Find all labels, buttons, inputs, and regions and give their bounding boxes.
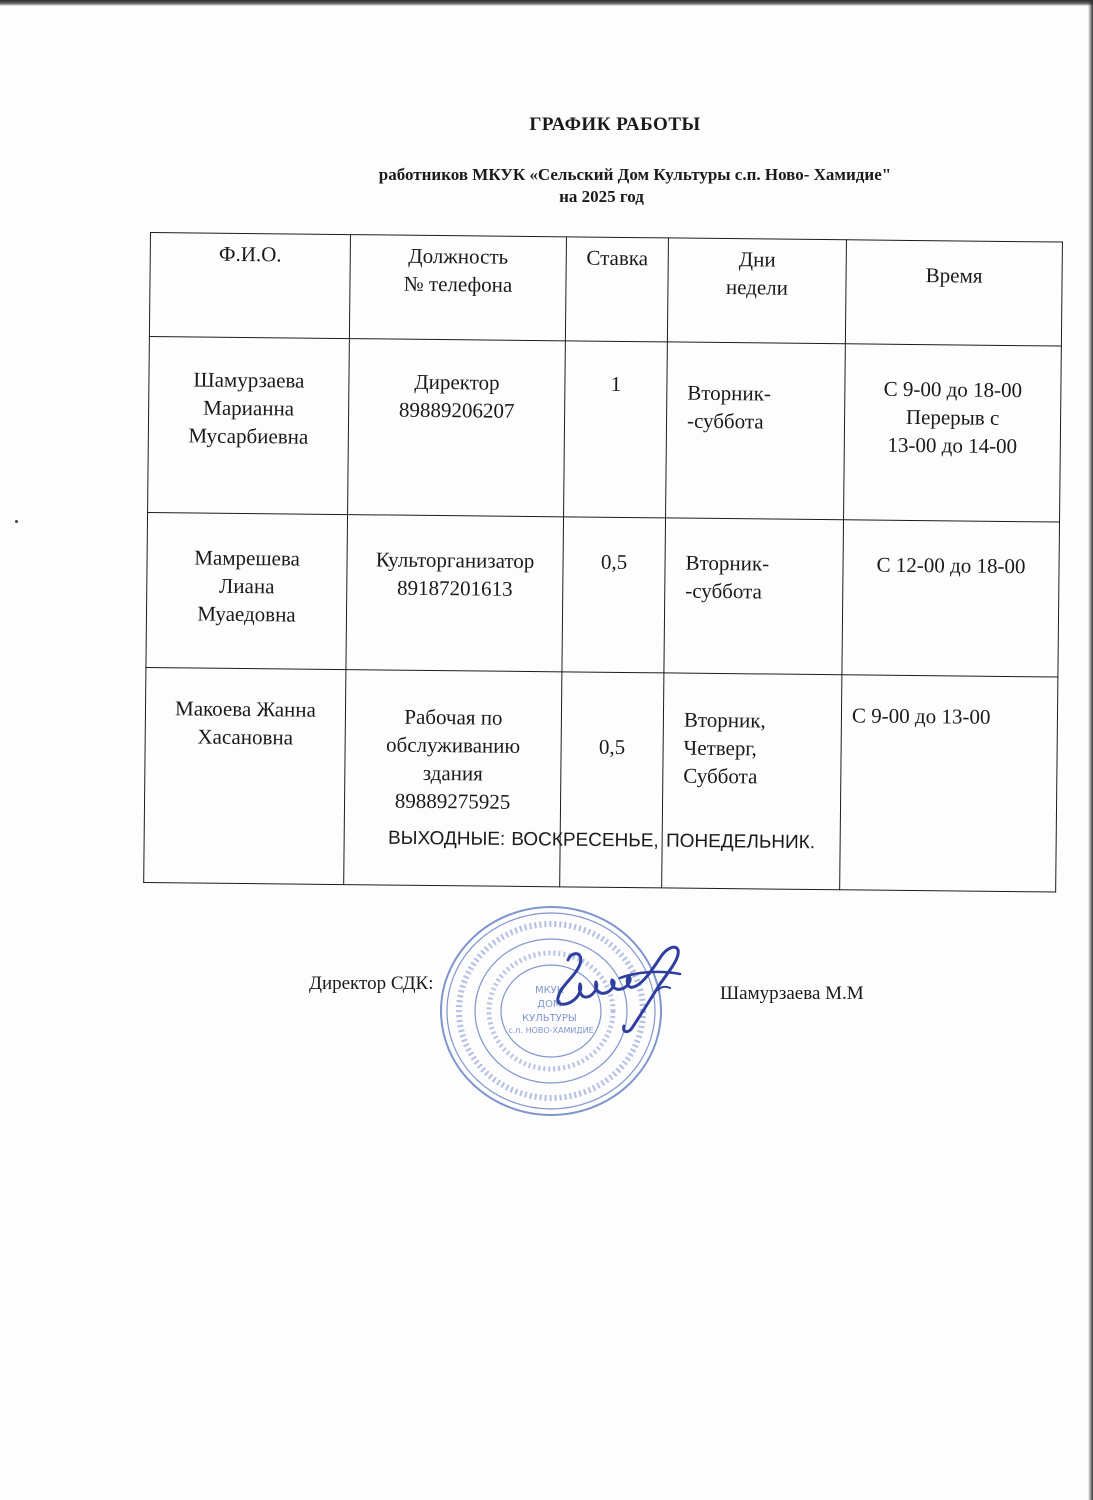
cell-rate: 0,5 xyxy=(562,517,666,673)
cell-position: Культорганизатор 89187201613 xyxy=(346,515,564,672)
cell-rate: 0,5 xyxy=(560,672,664,888)
days-off-value: ВОСКРЕСЕНЬЕ, ПОНЕДЕЛЬНИК. xyxy=(511,829,816,854)
stamp-text-line: МКУК xyxy=(534,985,564,996)
signature-name: Шамурзаева М.М xyxy=(720,983,864,1004)
scan-right-edge xyxy=(1088,0,1093,1500)
table-row xyxy=(146,512,1060,677)
cell-position: Рабочая по обслуживанию здания 89889275925 xyxy=(344,670,562,887)
days-off-label: ВЫХОДНЫЕ: xyxy=(387,827,506,850)
cell-fio: Макоева Жанна Хасановна xyxy=(144,667,346,884)
cell-rate: 1 xyxy=(564,341,668,518)
table-row xyxy=(144,667,1058,892)
document-title: ГРАФИК РАБОТЫ xyxy=(529,114,701,135)
cell-time: С 9-00 до 18-00 Перерыв с 13-00 до 14-00 xyxy=(844,344,1062,522)
scan-top-edge xyxy=(0,0,1093,6)
header-rate: Ставка xyxy=(565,237,668,342)
document-year: на 2025 год xyxy=(559,187,644,206)
cell-fio: Мамрешева Лиана Муаедовна xyxy=(146,512,348,669)
table-row xyxy=(148,336,1062,522)
document-subtitle: работников МКУК «Сельский Дом Культуры с.п. Ново- Хамидие" xyxy=(378,165,892,184)
header-fio: Ф.И.О. xyxy=(149,233,350,339)
table-header-row xyxy=(149,233,1062,347)
header-time: Время xyxy=(845,240,1062,346)
cell-days: Вторник, Четверг, Суббота xyxy=(662,673,842,890)
stamp-text-line: ДОМ xyxy=(537,999,562,1010)
cell-position: Директор 89889206207 xyxy=(348,339,566,517)
cell-days: Вторник- -суббота xyxy=(666,342,846,520)
handwritten-signature xyxy=(520,940,690,1040)
cell-time: С 12-00 до 18-00 xyxy=(842,520,1060,677)
stamp-text-line: КУЛЬТУРЫ xyxy=(522,1013,577,1024)
signature-role: Директор СДК: xyxy=(309,973,434,994)
cell-days: Вторник- -суббота xyxy=(664,518,844,675)
header-position: Должность № телефона xyxy=(349,235,566,341)
schedule-table xyxy=(143,232,1063,893)
cell-fio: Шамурзаева Марианна Мусарбиевна xyxy=(148,336,350,514)
days-off-line xyxy=(388,828,815,854)
stamp-text-line: с.п. НОВО-ХАМИДИЕ xyxy=(508,1026,594,1035)
cell-time: С 9-00 до 13-00 xyxy=(840,675,1058,892)
scan-speck xyxy=(15,520,18,523)
header-days: Дни недели xyxy=(667,238,846,344)
